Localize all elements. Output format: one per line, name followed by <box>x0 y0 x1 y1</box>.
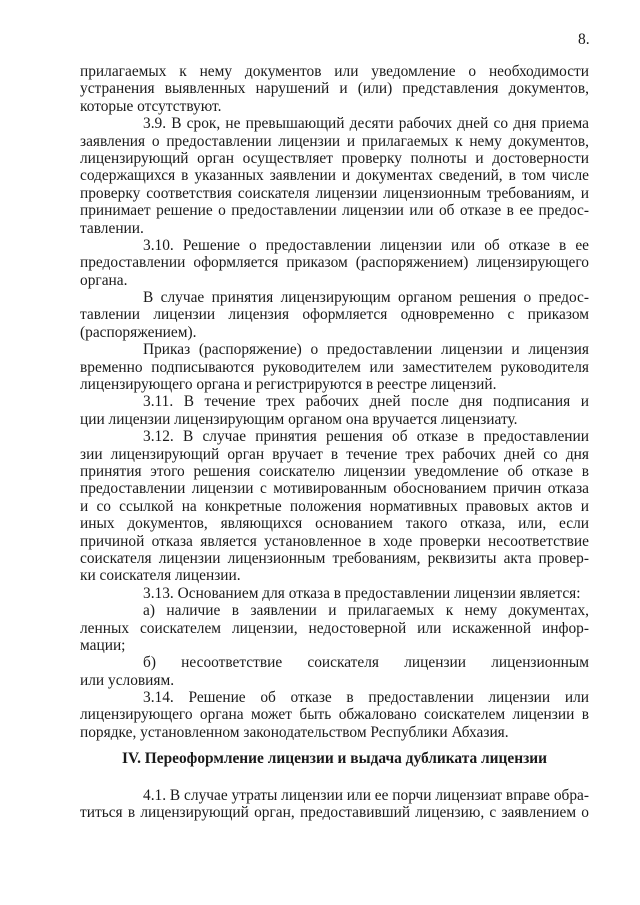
text-line: лицензирующего органа может быть обжаловано соискателем лицензии в <box>80 706 589 724</box>
text-line: и со ссылкой на конкретные положения нормативных правовых актов и <box>80 497 589 515</box>
paragraph <box>80 654 589 689</box>
text-line: причиной отказа является установленное в ходе проверки несоответствие <box>80 532 589 550</box>
paragraph <box>80 428 589 585</box>
text-line: 3.12. В случае принятия решения об отказе в предоставлении <box>143 428 589 446</box>
text-line: зии лицензирующий орган вручает в течение трех рабочих дней со дня <box>80 445 589 463</box>
text-line: 3.9. В срок, не превышающий десяти рабочих дней со дня приема <box>143 115 589 133</box>
text-line: мации; <box>80 636 126 654</box>
paragraph <box>80 602 589 654</box>
text-line: соискателя лицензии лицензионным требованиям, реквизиты акта провер- <box>80 549 589 567</box>
paragraph <box>80 787 589 822</box>
text-line: ленных соискателем лицензии, недостоверной или искаженной инфор- <box>80 619 589 637</box>
text-line: органа. <box>80 271 128 289</box>
text-line: а) наличие в заявлении и прилагаемых к нему документах, <box>143 602 589 620</box>
text-line: иных документов, являющихся основанием такого отказа, или, если <box>80 515 589 533</box>
tail-paragraph <box>80 787 589 822</box>
text-line: принимает решение о предоставлении лицензии или об отказе в ее предос- <box>80 202 589 220</box>
text-line: порядке, установленном законодательством Республики Абхазия. <box>80 723 509 741</box>
text-line: (распоряжением). <box>80 323 197 341</box>
page-number: 8. <box>578 31 590 48</box>
text-line: временно подписываются руководителем или заместителем руководителя <box>80 358 589 376</box>
text-line: тавлении. <box>80 219 144 237</box>
text-line: предоставлении лицензии с мотивированным обоснованием причин отказа <box>80 480 589 498</box>
text-line: тавлении лицензии лицензия оформляется одновременно с приказом <box>80 306 589 324</box>
text-line: принятия этого решения соискателю лицензии уведомление об отказе в <box>80 462 589 480</box>
text-line: предоставлении оформляется приказом (распоряжением) лицензирующего <box>80 254 589 272</box>
text-line: 4.1. В случае утраты лицензии или ее порчи лицензиат вправе обра- <box>143 787 589 804</box>
text-line: ции лицензии лицензирующим органом она вручается лицензиату. <box>80 410 518 428</box>
text-line: лицензирующего органа и регистрируются в реестре лицензий. <box>80 376 497 394</box>
paragraph <box>80 689 589 741</box>
paragraph <box>80 393 589 428</box>
document-body <box>80 63 589 741</box>
text-line: 3.13. Основанием для отказа в предоставлении лицензии является: <box>143 584 581 602</box>
paragraph <box>80 585 589 602</box>
text-line: проверку соответствия соискателя лицензии лицензионным требованиям, и <box>80 184 589 202</box>
paragraph <box>80 237 589 289</box>
text-line: Приказ (распоряжение) о предоставлении лицензии и лицензия <box>143 341 589 359</box>
text-line: лицензирующий орган осуществляет проверку полноты и достоверности <box>80 149 589 167</box>
text-line: титься в лицензирующий орган, предоставивший лицензию, с заявлением о <box>80 804 589 822</box>
text-line: В случае принятия лицензирующим органом решения о предос- <box>143 289 589 307</box>
paragraph <box>80 289 589 341</box>
text-line: или условиям. <box>80 671 175 689</box>
text-line: которые отсутствуют. <box>80 97 222 115</box>
paragraph <box>80 63 589 115</box>
text-line: прилагаемых к нему документов или уведомление о необходимости <box>80 63 589 80</box>
text-line: устранения выявленных нарушений и (или) представления документов, <box>80 80 589 98</box>
paragraph <box>80 341 589 393</box>
text-line: ки соискателя лицензии. <box>80 567 241 585</box>
text-line: 3.10. Решение о предоставлении лицензии или об отказе в ее <box>143 236 589 254</box>
text-line: 3.11. В течение трех рабочих дней после дня подписания и <box>143 393 589 411</box>
text-line: 3.14. Решение об отказе в предоставлении лицензии или <box>143 689 589 707</box>
text-line: б) несоответствие соискателя лицензии лицензионным <box>143 654 589 672</box>
text-line: содержащихся в указанных заявлении и документах сведений, в том числе <box>80 167 589 185</box>
text-line: заявления о предоставлении лицензии и прилагаемых к нему документов, <box>80 132 589 150</box>
paragraph <box>80 115 589 237</box>
section-heading: IV. Переоформление лицензии и выдача дубликата лицензии <box>121 750 547 767</box>
